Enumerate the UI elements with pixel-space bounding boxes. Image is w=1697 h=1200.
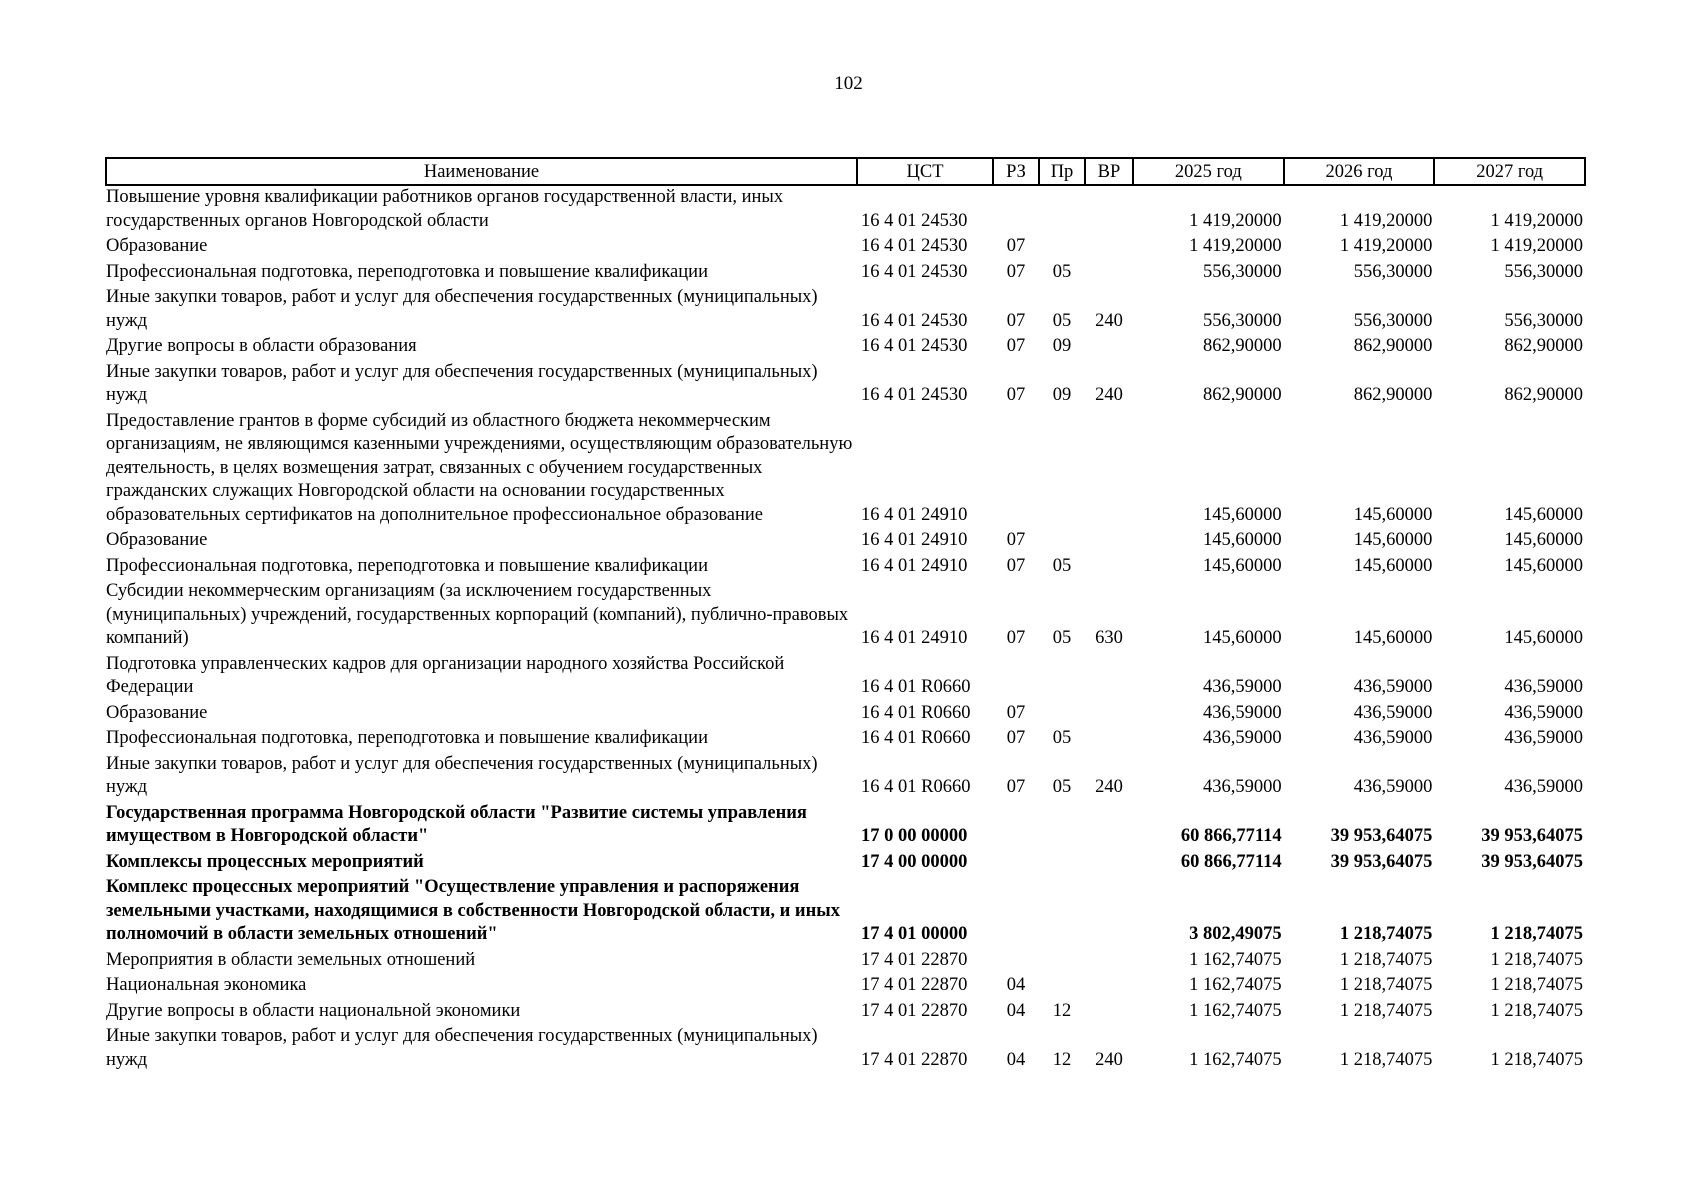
table-row (106, 949, 1585, 975)
row-value-2027: 39 953,64075 (1481, 826, 1583, 846)
row-value-2027: 39 953,64075 (1481, 851, 1583, 872)
row-value-2027: 436,59000 (1504, 777, 1583, 797)
column-header-cst: ЦСТ (857, 158, 993, 185)
table-row (106, 335, 1585, 361)
table-row (106, 185, 1585, 235)
row-value-2026: 145,60000 (1353, 504, 1433, 525)
row-pr: 05 (1052, 555, 1072, 576)
table-header (106, 158, 1585, 185)
row-vr (1085, 876, 1133, 949)
row-value-2027: 1 419,20000 (1490, 236, 1583, 256)
column-header-2025: 2025 год (1133, 158, 1284, 185)
row-cst: 16 4 01 24530 (861, 336, 968, 356)
row-cst: 17 4 01 22870 (861, 1000, 968, 1021)
row-vr: 240 (1095, 385, 1123, 405)
row-cst: 16 4 01 24910 (861, 504, 968, 525)
row-value-2025: 1 419,20000 (1189, 210, 1282, 231)
row-rz: 07 (1006, 385, 1026, 405)
row-value-2026: 436,59000 (1353, 728, 1433, 748)
row-vr (1085, 727, 1133, 753)
row-value-2026: 436,59000 (1353, 677, 1433, 697)
row-vr (1085, 851, 1133, 877)
row-pr: 09 (1052, 385, 1072, 405)
row-pr: 12 (1052, 1049, 1072, 1070)
table-row (106, 653, 1585, 702)
row-name: Комплекс процессных мероприятий "Осуществление управления и распоряжения земельными участками, находящимися в собственности Новгородской области, и иных полномочий в области земельных отношений" (106, 877, 840, 944)
row-value-2027: 862,90000 (1504, 385, 1583, 405)
row-rz: 07 (1006, 530, 1026, 550)
row-value-2026: 1 218,74075 (1339, 1000, 1433, 1021)
row-name: Иные закупки товаров, работ и услуг для обеспечения государственных (муниципальных) нужд (106, 361, 818, 405)
row-value-2026: 862,90000 (1353, 336, 1433, 356)
row-name: Иные закупки товаров, работ и услуг для обеспечения государственных (муниципальных) нужд (106, 1026, 818, 1070)
row-value-2026: 1 218,74075 (1339, 924, 1433, 944)
table-row (106, 235, 1585, 261)
row-cst: 16 4 01 R0660 (861, 777, 971, 797)
table-row (106, 529, 1585, 555)
row-cst: 17 0 00 00000 (861, 826, 968, 846)
table-row (106, 286, 1585, 335)
row-pr (1039, 851, 1085, 877)
row-rz (993, 653, 1039, 702)
column-header-rz: РЗ (993, 158, 1039, 185)
row-rz (993, 949, 1039, 975)
row-vr (1085, 1000, 1133, 1026)
row-value-2025: 3 802,49075 (1189, 924, 1282, 944)
row-vr (1085, 410, 1133, 530)
row-pr: 05 (1052, 628, 1072, 648)
row-pr (1039, 529, 1085, 555)
row-value-2026: 556,30000 (1353, 310, 1433, 331)
row-vr (1085, 235, 1133, 261)
row-value-2027: 556,30000 (1504, 261, 1583, 282)
row-value-2027: 436,59000 (1504, 677, 1583, 697)
row-value-2025: 862,90000 (1203, 385, 1282, 405)
table-row (106, 580, 1585, 653)
row-value-2025: 145,60000 (1203, 530, 1282, 550)
row-value-2025: 556,30000 (1203, 310, 1282, 331)
row-pr (1039, 876, 1085, 949)
row-name: Субсидии некоммерческим организациям (за исключением государственных (муниципальных) учреждений, государственных корпораций (компаний), публично-правовых компаний) (106, 581, 849, 648)
row-name: Профессиональная подготовка, переподготовка и повышение квалификации (106, 728, 708, 748)
row-value-2025: 1 162,74075 (1189, 1000, 1282, 1021)
row-vr: 630 (1095, 628, 1123, 648)
row-value-2026: 1 218,74075 (1339, 949, 1433, 970)
row-cst: 16 4 01 R0660 (861, 728, 971, 748)
row-pr: 05 (1052, 261, 1072, 282)
row-pr (1039, 949, 1085, 975)
row-value-2025: 60 866,77114 (1180, 826, 1282, 846)
row-value-2027: 1 218,74075 (1490, 949, 1583, 970)
row-value-2027: 556,30000 (1504, 310, 1583, 331)
row-name: Другие вопросы в области образования (106, 336, 417, 356)
row-pr: 09 (1052, 336, 1072, 356)
row-cst: 16 4 01 24530 (861, 261, 968, 282)
row-name: Государственная программа Новгородской области "Развитие системы управления имуществом в Новгородской области" (106, 802, 807, 846)
row-value-2027: 1 218,74075 (1490, 1000, 1583, 1021)
row-rz (993, 410, 1039, 530)
row-value-2026: 1 419,20000 (1339, 236, 1433, 256)
row-name: Профессиональная подготовка, переподготовка и повышение квалификации (106, 261, 708, 282)
row-name: Подготовка управленческих кадров для организации народного хозяйства Российской Федерации (106, 653, 785, 697)
row-value-2025: 862,90000 (1203, 336, 1282, 356)
row-pr: 05 (1052, 310, 1072, 331)
table-row (106, 555, 1585, 581)
row-cst: 17 4 01 00000 (861, 924, 968, 944)
row-name: Национальная экономика (106, 975, 307, 995)
row-value-2027: 145,60000 (1504, 628, 1583, 648)
row-value-2026: 862,90000 (1353, 385, 1433, 405)
row-vr (1085, 702, 1133, 728)
row-rz (993, 851, 1039, 877)
row-name: Комплексы процессных мероприятий (106, 851, 424, 872)
row-rz: 07 (1006, 628, 1026, 648)
table-row (106, 802, 1585, 851)
row-rz: 07 (1006, 261, 1026, 282)
row-cst: 16 4 01 R0660 (861, 702, 971, 723)
row-value-2025: 145,60000 (1203, 504, 1282, 525)
row-vr (1085, 555, 1133, 581)
table-row (106, 851, 1585, 877)
row-value-2027: 436,59000 (1504, 702, 1583, 723)
row-pr (1039, 653, 1085, 702)
row-rz: 04 (1006, 975, 1026, 995)
row-rz: 04 (1006, 1049, 1026, 1070)
row-vr (1085, 335, 1133, 361)
row-value-2027: 1 218,74075 (1490, 1049, 1583, 1070)
row-pr: 05 (1052, 728, 1072, 748)
row-pr: 12 (1052, 1000, 1072, 1021)
budget-table (105, 157, 1586, 1074)
row-value-2026: 39 953,64075 (1330, 826, 1433, 846)
row-rz (993, 876, 1039, 949)
table-row (106, 361, 1585, 410)
row-pr (1039, 702, 1085, 728)
row-value-2025: 1 162,74075 (1189, 975, 1282, 995)
column-header-vr: ВР (1085, 158, 1133, 185)
row-value-2027: 1 218,74075 (1490, 975, 1583, 995)
row-vr (1085, 185, 1133, 235)
row-pr (1039, 235, 1085, 261)
row-value-2027: 436,59000 (1504, 728, 1583, 748)
row-vr: 240 (1095, 777, 1123, 797)
row-value-2025: 436,59000 (1203, 677, 1282, 697)
row-pr (1039, 410, 1085, 530)
table-row (106, 410, 1585, 530)
row-rz: 07 (1006, 310, 1026, 331)
row-vr (1085, 261, 1133, 287)
row-pr (1039, 185, 1085, 235)
row-value-2025: 145,60000 (1203, 628, 1282, 648)
row-cst: 16 4 01 24910 (861, 628, 968, 648)
row-value-2026: 145,60000 (1353, 628, 1433, 648)
row-value-2026: 145,60000 (1353, 555, 1433, 576)
table-row (106, 727, 1585, 753)
page-number: 102 (834, 73, 863, 94)
row-value-2026: 436,59000 (1353, 777, 1433, 797)
row-value-2026: 556,30000 (1353, 261, 1433, 282)
table-row (106, 1000, 1585, 1026)
row-name: Предоставление грантов в форме субсидий из областного бюджета некоммерческим организациям, не являющимся казенными учреждениями, осуществляющим образовательную деятельность, в целях возмещения затрат, связанных с обучением государственных гражданских служащих Новгородской области на основании государственных образовательных сертификатов на дополнительное профессиональное образование (106, 410, 853, 525)
table-row (106, 876, 1585, 949)
row-name: Иные закупки товаров, работ и услуг для обеспечения государственных (муниципальных) нужд (106, 287, 818, 331)
row-name: Образование (106, 236, 208, 256)
row-cst: 16 4 01 R0660 (861, 677, 971, 697)
row-vr (1085, 802, 1133, 851)
row-value-2025: 60 866,77114 (1180, 851, 1282, 872)
row-vr: 240 (1095, 1049, 1123, 1070)
table-row (106, 261, 1585, 287)
row-value-2026: 1 218,74075 (1339, 1049, 1433, 1070)
row-vr (1085, 529, 1133, 555)
row-cst: 16 4 01 24530 (861, 210, 968, 231)
row-pr (1039, 974, 1085, 1000)
row-value-2027: 145,60000 (1504, 530, 1583, 550)
row-value-2027: 1 419,20000 (1490, 210, 1583, 231)
row-value-2026: 39 953,64075 (1330, 851, 1433, 872)
row-value-2025: 556,30000 (1203, 261, 1282, 282)
row-cst: 17 4 00 00000 (861, 851, 968, 872)
row-cst: 16 4 01 24910 (861, 555, 968, 576)
row-vr: 240 (1095, 310, 1123, 331)
row-name: Мероприятия в области земельных отношений (106, 949, 476, 970)
row-value-2025: 436,59000 (1203, 702, 1282, 723)
row-value-2026: 1 419,20000 (1339, 210, 1433, 231)
row-value-2027: 1 218,74075 (1490, 924, 1583, 944)
row-rz (993, 802, 1039, 851)
row-value-2025: 1 162,74075 (1189, 1049, 1282, 1070)
row-value-2026: 1 218,74075 (1339, 975, 1433, 995)
row-cst: 17 4 01 22870 (861, 1049, 968, 1070)
table-row (106, 702, 1585, 728)
table-row (106, 1025, 1585, 1074)
row-cst: 16 4 01 24910 (861, 530, 968, 550)
table-row (106, 974, 1585, 1000)
row-value-2027: 145,60000 (1504, 504, 1583, 525)
row-value-2027: 862,90000 (1504, 336, 1583, 356)
row-rz: 04 (1006, 1000, 1026, 1021)
table-row (106, 753, 1585, 802)
row-cst: 17 4 01 22870 (861, 975, 968, 995)
column-header-name: Наименование (106, 158, 857, 185)
row-value-2026: 145,60000 (1353, 530, 1433, 550)
row-name: Другие вопросы в области национальной экономики (106, 1000, 521, 1021)
column-header-2026: 2026 год (1284, 158, 1435, 185)
row-pr (1039, 802, 1085, 851)
column-header-2027: 2027 год (1434, 158, 1585, 185)
row-value-2025: 436,59000 (1203, 777, 1282, 797)
row-name: Образование (106, 702, 208, 723)
row-rz: 07 (1006, 777, 1026, 797)
row-value-2025: 1 162,74075 (1189, 949, 1282, 970)
row-name: Образование (106, 530, 208, 550)
row-cst: 16 4 01 24530 (861, 385, 968, 405)
row-name: Иные закупки товаров, работ и услуг для обеспечения государственных (муниципальных) нужд (106, 753, 818, 797)
row-value-2027: 145,60000 (1504, 555, 1583, 576)
row-value-2025: 145,60000 (1203, 555, 1282, 576)
row-vr (1085, 653, 1133, 702)
row-vr (1085, 949, 1133, 975)
row-rz: 07 (1006, 336, 1026, 356)
row-cst: 16 4 01 24530 (861, 236, 968, 256)
row-rz (993, 185, 1039, 235)
column-header-pr: Пр (1039, 158, 1085, 185)
row-rz: 07 (1006, 555, 1026, 576)
row-cst: 17 4 01 22870 (861, 949, 968, 970)
row-vr (1085, 974, 1133, 1000)
row-cst: 16 4 01 24530 (861, 310, 968, 331)
row-rz: 07 (1006, 728, 1026, 748)
row-name: Профессиональная подготовка, переподготовка и повышение квалификации (106, 555, 708, 576)
row-pr: 05 (1052, 777, 1072, 797)
row-value-2025: 1 419,20000 (1189, 236, 1282, 256)
row-rz: 07 (1006, 702, 1026, 723)
row-name: Повышение уровня квалификации работников органов государственной власти, иных государственных органов Новгородской области (106, 187, 784, 231)
row-rz: 07 (1006, 236, 1026, 256)
row-value-2025: 436,59000 (1203, 728, 1282, 748)
table-body (106, 185, 1585, 1074)
row-value-2026: 436,59000 (1353, 702, 1433, 723)
